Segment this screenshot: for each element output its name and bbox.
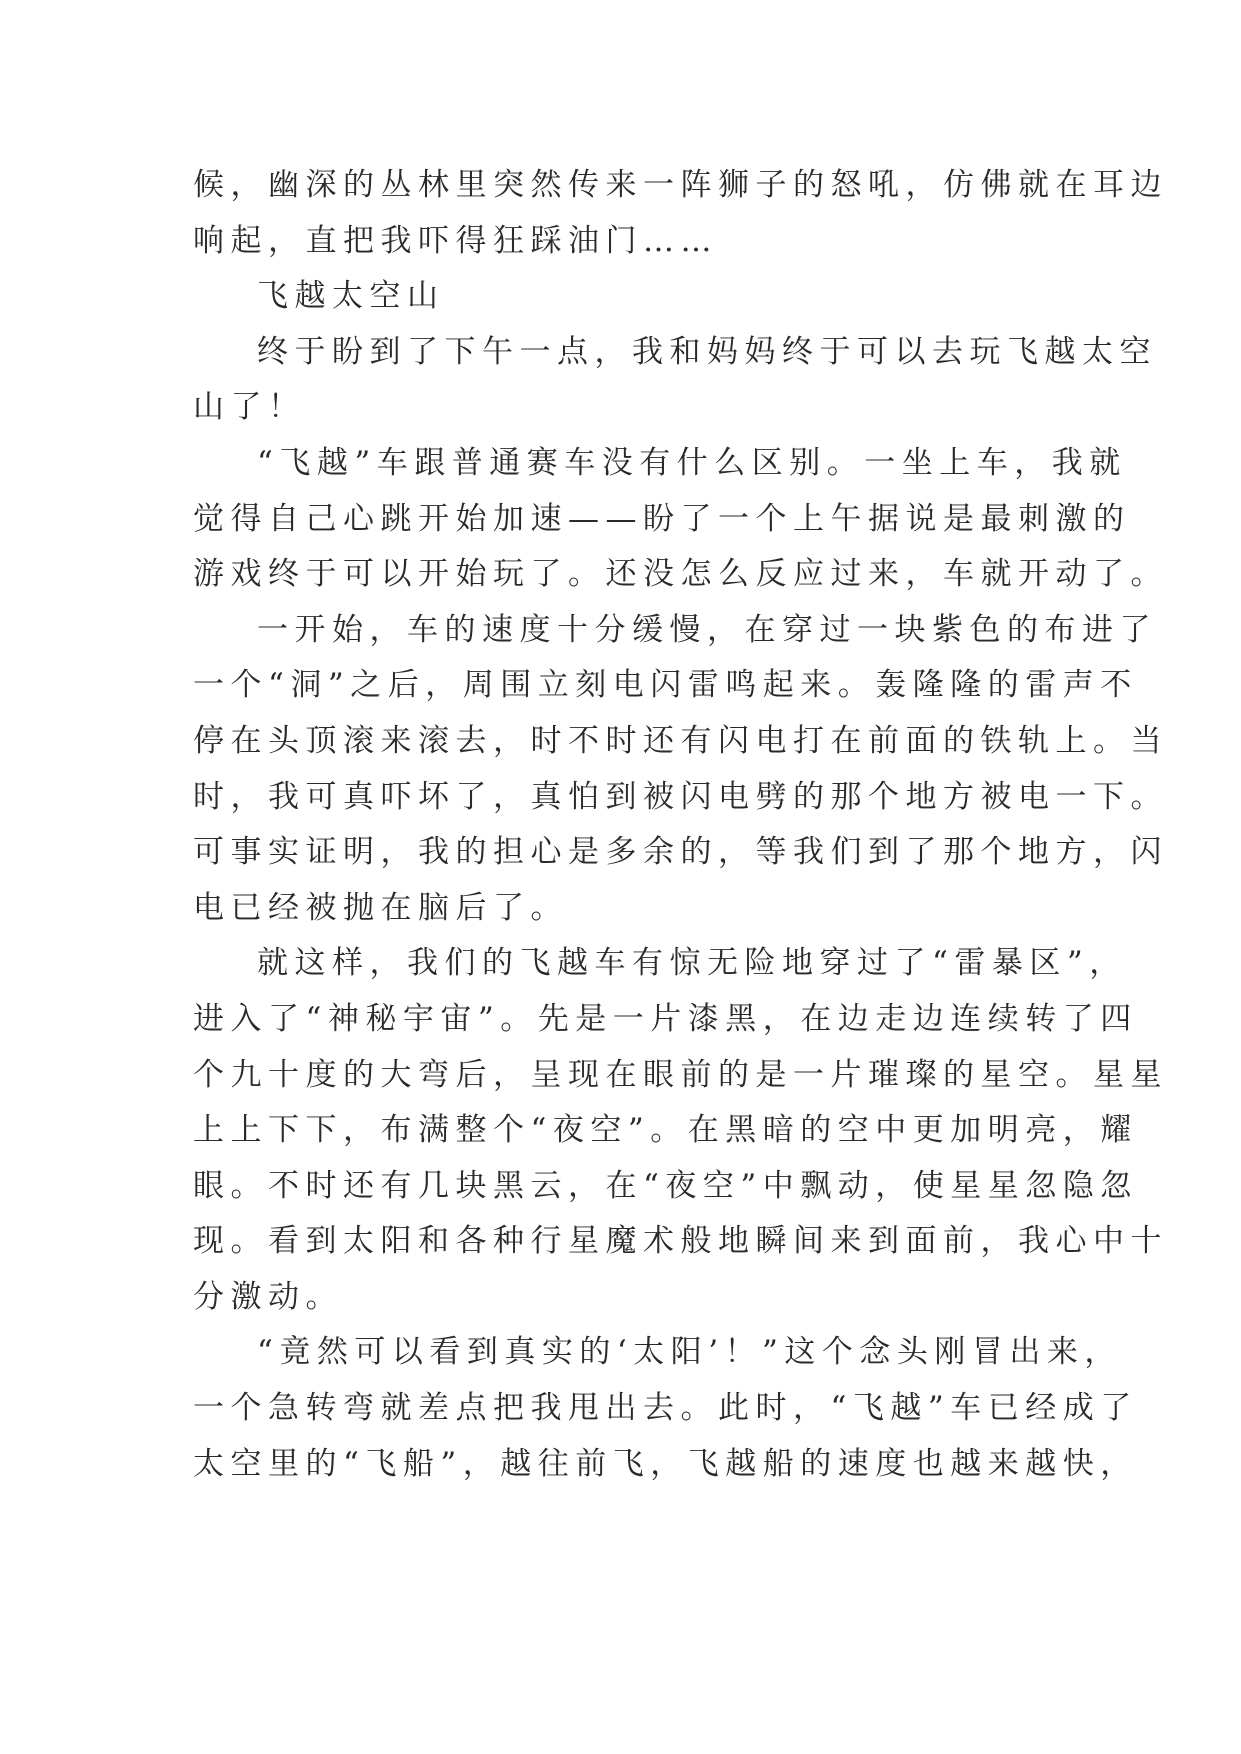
- text-line: 时，我可真吓坏了，真怕到被闪电劈的那个地方被电一下。: [193, 778, 1168, 815]
- text-line: 进入了“神秘宇宙”。先是一片漆黑，在边走边连续转了四: [193, 1000, 1138, 1037]
- section-heading: 飞越太空山: [257, 278, 445, 315]
- text-line: 分激动。: [193, 1278, 343, 1315]
- body-text: [193, 158, 1168, 1492]
- text-line: 太空里的“飞船”，越往前飞，飞越船的速度也越来越快，: [193, 1445, 1138, 1482]
- text-line: 终于盼到了下午一点，我和妈妈终于可以去玩飞越太空: [257, 333, 1157, 370]
- text-line: 觉得自己心跳开始加速——盼了一个上午据说是最刺激的: [193, 500, 1131, 537]
- text-line: 电已经被抛在脑后了。: [193, 889, 568, 926]
- text-line: 一个“洞”之后，周围立刻电闪雷鸣起来。轰隆隆的雷声不: [193, 667, 1138, 704]
- text-line: “飞越”车跟普通赛车没有什么区别。一坐上车，我就: [257, 444, 1127, 481]
- text-line: 响起，直把我吓得狂踩油门……: [193, 222, 718, 259]
- text-line: 可事实证明，我的担心是多余的，等我们到了那个地方，闪: [193, 834, 1168, 871]
- text-line: 停在头顶滚来滚去，时不时还有闪电打在前面的铁轨上。当: [193, 722, 1168, 759]
- text-line: 个九十度的大弯后，呈现在眼前的是一片璀璨的星空。星星: [193, 1056, 1168, 1093]
- text-line: 候，幽深的丛林里突然传来一阵狮子的怒吼，仿佛就在耳边: [193, 167, 1168, 203]
- text-line: 山了！: [193, 389, 306, 426]
- text-line: “竟然可以看到真实的‘太阳’！”这个念头刚冒出来，: [257, 1334, 1122, 1371]
- text-line: 一开始，车的速度十分缓慢，在穿过一块紫色的布进了: [257, 611, 1157, 648]
- text-line: 游戏终于可以开始玩了。还没怎么反应过来，车就开动了。: [193, 556, 1168, 593]
- text-line: 一个急转弯就差点把我甩出去。此时，“飞越”车已经成了: [193, 1390, 1138, 1427]
- text-line: 眼。不时还有几块黑云，在“夜空”中飘动，使星星忽隐忽: [193, 1167, 1138, 1204]
- text-line: 现。看到太阳和各种行星魔术般地瞬间来到面前，我心中十: [193, 1223, 1168, 1260]
- text-line: 上上下下，布满整个“夜空”。在黑暗的空中更加明亮，耀: [193, 1112, 1138, 1149]
- text-line: 就这样，我们的飞越车有惊无险地穿过了“雷暴区”，: [257, 945, 1127, 982]
